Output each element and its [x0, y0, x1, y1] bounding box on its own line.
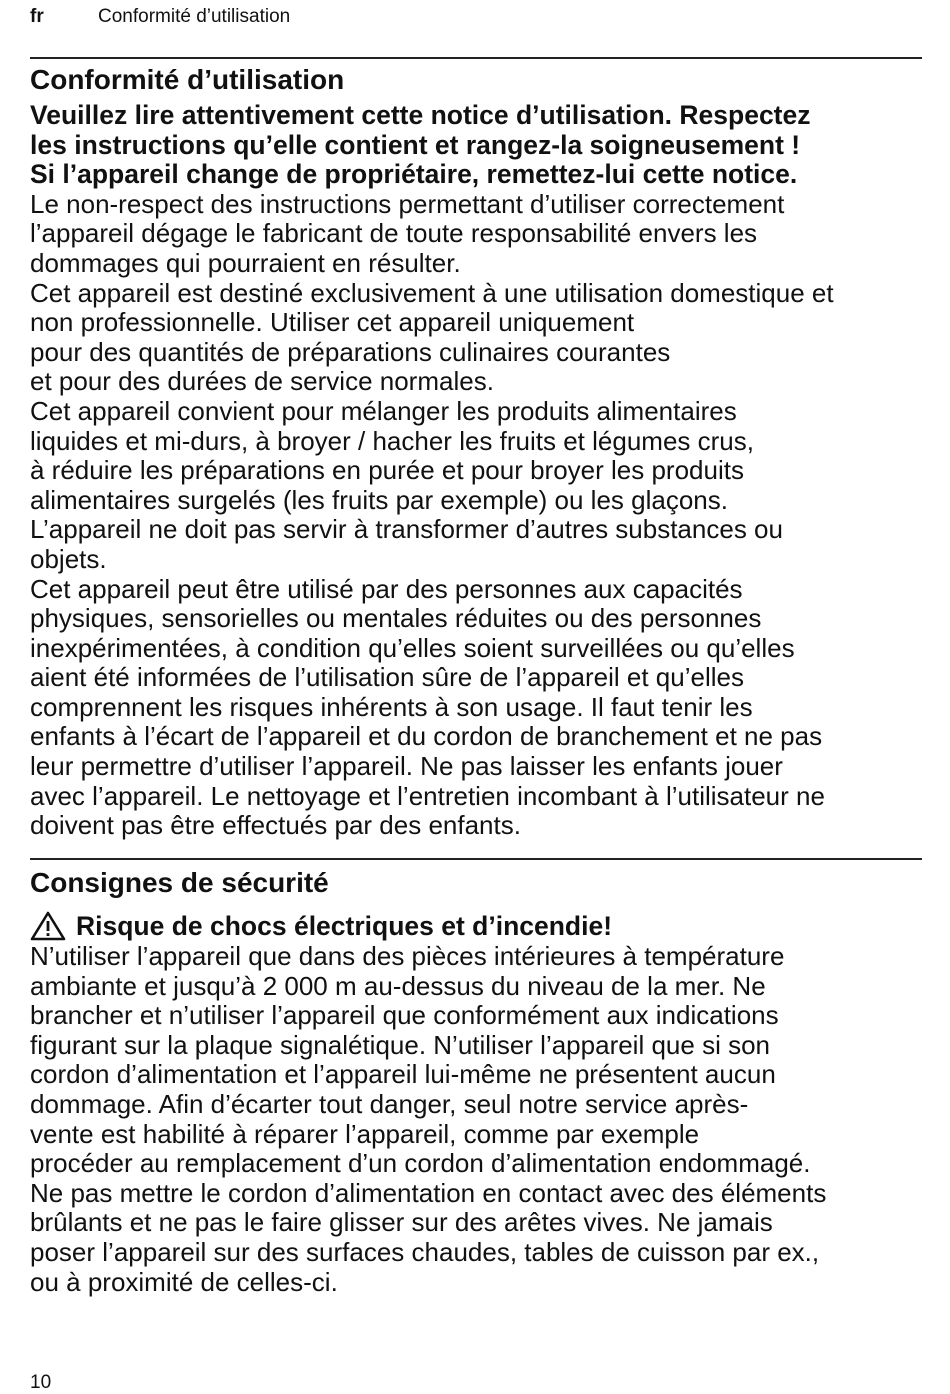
text-line: non professionnelle. Utiliser cet appareil uniquement	[30, 307, 635, 338]
text-line: doivent pas être effectués par des enfants.	[30, 810, 521, 841]
text-line: Cet appareil est destiné exclusivement à une utilisation domestique et	[30, 277, 834, 308]
section-conformite	[30, 63, 930, 841]
text-line: physiques, sensorielles ou mentales réduites ou des personnes	[30, 603, 762, 634]
warning-triangle-icon	[30, 911, 66, 941]
intro-line: Veuillez lire attentivement cette notice d’utilisation. Respectez	[30, 100, 811, 130]
text-line: Ne pas mettre le cordon d’alimentation en contact avec des éléments	[30, 1177, 827, 1208]
text-line: enfants à l’écart de l’appareil et du cordon de branchement et ne pas	[30, 721, 823, 752]
text-line: Le non-respect des instructions permettant d’utiliser correctement	[30, 188, 785, 219]
text-line: comprennent les risques inhérents à son usage. Il faut tenir les	[30, 691, 753, 722]
section-heading: Consignes de sécurité	[30, 867, 329, 898]
text-line: brancher et n’utiliser l’appareil que conformément aux indications	[30, 1000, 779, 1031]
section-securite	[30, 866, 930, 1297]
body-text	[30, 942, 930, 1297]
text-line: N’utiliser l’appareil que dans des pièces intérieures à température	[30, 941, 785, 971]
running-title: Conformité d’utilisation	[98, 6, 291, 27]
text-line: alimentaires surgelés (les fruits par exemple) ou les glaçons.	[30, 484, 728, 515]
text-line: l’appareil dégage le fabricant de toute responsabilité envers les	[30, 218, 758, 249]
text-line: objets.	[30, 543, 107, 574]
text-line: ou à proximité de celles-ci.	[30, 1266, 338, 1297]
language-code: fr	[30, 6, 44, 27]
intro-line: les instructions qu’elle contient et rangez-la soigneusement !	[30, 129, 801, 160]
text-line: dommages qui pourraient en résulter.	[30, 247, 461, 278]
text-line: procéder au remplacement d’un cordon d’alimentation endommagé.	[30, 1148, 811, 1179]
text-line: liquides et mi-durs, à broyer / hacher les fruits et légumes crus,	[30, 425, 754, 456]
text-line: brûlants et ne pas le faire glisser sur des arêtes vives. Ne jamais	[30, 1207, 773, 1238]
body-text	[30, 190, 930, 841]
text-line: vente est habilité à réparer l’appareil, comme par exemple	[30, 1118, 700, 1149]
running-header	[30, 6, 290, 28]
text-line: poser l’appareil sur des surfaces chaudes, tables de cuisson par ex.,	[30, 1236, 820, 1267]
text-line: et pour des durées de service normales.	[30, 366, 494, 397]
text-line: Cet appareil peut être utilisé par des personnes aux capacités	[30, 573, 743, 604]
text-line: inexpérimentées, à condition qu’elles soient surveillées ou qu’elles	[30, 632, 795, 663]
text-line: leur permettre d’utiliser l’appareil. Ne pas laisser les enfants jouer	[30, 751, 783, 782]
intro-block	[30, 101, 930, 190]
text-line: ambiante et jusqu’à 2 000 m au-dessus du niveau de la mer. Ne	[30, 970, 766, 1001]
text-line: à réduire les préparations en purée et pour broyer les produits	[30, 455, 744, 486]
text-line: avec l’appareil. Le nettoyage et l’entretien incombant à l’utilisateur ne	[30, 780, 825, 811]
warning-title: Risque de chocs électriques et d’incendie!	[76, 911, 613, 941]
section-heading: Conformité d’utilisation	[30, 64, 345, 95]
warning-heading	[30, 910, 930, 942]
text-line: figurant sur la plaque signalétique. N’utiliser l’appareil que si son	[30, 1029, 770, 1060]
text-line: dommage. Afin d’écarter tout danger, seul notre service après-	[30, 1088, 749, 1119]
section-divider	[30, 858, 922, 860]
text-line: cordon d’alimentation et l’appareil lui-même ne présentent aucun	[30, 1059, 776, 1090]
intro-line: Si l’appareil change de propriétaire, remettez-lui cette notice.	[30, 159, 798, 190]
page-number: 10	[30, 1372, 52, 1393]
text-line: pour des quantités de préparations culinaires courantes	[30, 336, 671, 367]
text-line: L’appareil ne doit pas servir à transformer d’autres substances ou	[30, 514, 783, 545]
section-divider	[30, 57, 922, 59]
text-line: Cet appareil convient pour mélanger les produits alimentaires	[30, 395, 737, 426]
text-line: aient été informées de l’utilisation sûre de l’appareil et qu’elles	[30, 662, 744, 693]
